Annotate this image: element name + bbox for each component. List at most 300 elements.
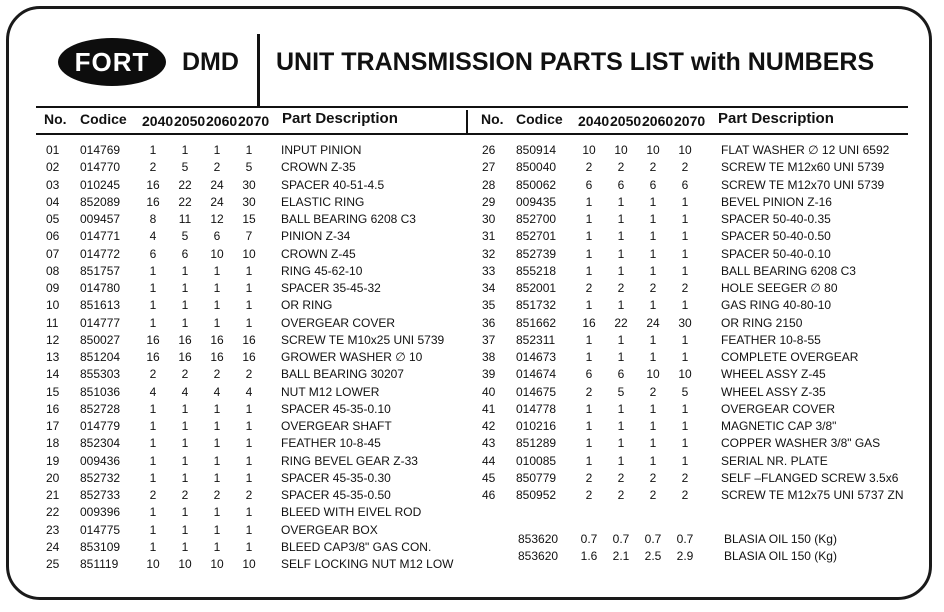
part-description: RING BEVEL GEAR Z-33 <box>281 453 418 468</box>
page-title: UNIT TRANSMISSION PARTS LIST with NUMBERS <box>276 48 875 76</box>
quantity-2070: 1 <box>681 263 689 278</box>
quantity-2040: 2 <box>585 160 593 175</box>
part-number: 15 <box>46 384 60 399</box>
quantity-2070: 1 <box>245 263 253 278</box>
part-number: 45 <box>482 470 496 485</box>
quantity-2060: 24 <box>210 177 224 192</box>
quantity-2070: 1 <box>681 229 689 244</box>
part-number: 06 <box>46 229 60 244</box>
part-code: 850952 <box>516 488 557 502</box>
part-code: 852089 <box>80 194 121 209</box>
quantity-2060: 4 <box>213 384 221 399</box>
quantity-2060: 10 <box>646 143 660 157</box>
quantity-2060: 2 <box>649 470 657 485</box>
part-code: 850027 <box>80 332 121 347</box>
part-description: SCREW TE M12x75 UNI 5737 ZN <box>721 488 904 502</box>
quantity-2070: 16 <box>242 350 256 364</box>
quantity-2050: 22 <box>614 315 628 330</box>
part-number: 23 <box>46 522 60 537</box>
quantity-2060: 1 <box>213 539 221 554</box>
part-number: 27 <box>482 160 496 175</box>
fort-logo <box>58 38 166 86</box>
quantity-2060: 12 <box>210 212 224 226</box>
quantity-2060: 1 <box>213 505 221 520</box>
quantity-2070: 2 <box>681 488 689 502</box>
part-description: SCREW TE M12x70 UNI 5739 <box>721 177 885 192</box>
col-q4-right: 2070 <box>674 113 706 129</box>
col-q4-left: 2070 <box>238 113 270 129</box>
quantity-2040: 10 <box>582 143 596 157</box>
part-number: 11 <box>46 315 59 330</box>
quantity-2070: 10 <box>242 557 256 571</box>
quantity-2060: 2 <box>213 160 221 175</box>
part-number: 26 <box>482 143 496 157</box>
quantity-2060: 10 <box>210 246 224 261</box>
part-number: 30 <box>482 212 496 226</box>
part-number: 16 <box>46 401 60 416</box>
part-number: 35 <box>482 298 496 313</box>
part-code: 010085 <box>516 453 557 468</box>
quantity-2050: 1 <box>617 350 625 364</box>
part-number: 38 <box>482 350 496 364</box>
quantity-2060: 1 <box>213 263 221 278</box>
quantity-2050: 22 <box>178 194 192 209</box>
quantity-2040: 2 <box>149 367 157 382</box>
part-code: 014674 <box>516 367 557 382</box>
quantity-2070: 2 <box>681 470 689 485</box>
quantity-2060: 1 <box>649 332 657 347</box>
quantity-2070: 1 <box>245 401 253 416</box>
quantity-2050: 22 <box>178 177 192 192</box>
part-description: WHEEL ASSY Z-45 <box>721 367 826 382</box>
quantity-2060: 1 <box>213 298 221 313</box>
quantity-2060: 6 <box>213 229 221 244</box>
quantity-2070: 1 <box>681 298 689 313</box>
part-description: FEATHER 10-8-55 <box>721 332 821 347</box>
quantity-2040: 10 <box>146 557 160 571</box>
quantity-2040: 1 <box>149 505 157 520</box>
part-description: OVERGEAR BOX <box>281 522 378 537</box>
part-code: 009436 <box>80 453 121 468</box>
quantity-2070: 1 <box>245 539 253 554</box>
quantity-2060: 10 <box>646 367 660 382</box>
part-number: 12 <box>46 332 60 347</box>
part-code: 852733 <box>80 488 121 502</box>
quantity-2060: 1 <box>649 453 657 468</box>
part-number: 14 <box>46 367 60 382</box>
part-description: BALL BEARING 6208 C3 <box>721 263 856 278</box>
part-number: 05 <box>46 212 60 226</box>
part-description: SPACER 45-35-0.10 <box>281 401 391 416</box>
col-q2-right: 2050 <box>610 113 642 129</box>
part-number: 36 <box>482 315 496 330</box>
quantity-2050: 1 <box>181 315 189 330</box>
quantity-2040: 2 <box>585 384 593 399</box>
quantity-2050: 1 <box>181 143 189 157</box>
part-number: 13 <box>46 350 60 364</box>
part-number: 33 <box>482 263 496 278</box>
quantity-2050: 4 <box>181 384 189 399</box>
part-number: 01 <box>46 143 60 157</box>
part-number: 20 <box>46 470 60 485</box>
quantity-2050: 1 <box>181 505 189 520</box>
quantity-2070: 1 <box>681 246 689 261</box>
quantity-2050: 5 <box>181 160 189 175</box>
part-description: FLAT WASHER ∅ 12 UNI 6592 <box>721 143 890 157</box>
part-code: 851204 <box>80 350 121 364</box>
quantity-2040: 0.7 <box>580 532 598 546</box>
quantity-2050: 1 <box>617 212 625 226</box>
quantity-2040: 6 <box>585 367 593 382</box>
quantity-2050: 2 <box>617 160 625 175</box>
part-number: 09 <box>46 281 60 295</box>
quantity-2040: 1 <box>149 470 157 485</box>
part-code: 853620 <box>518 549 559 563</box>
quantity-2040: 1 <box>585 298 593 313</box>
quantity-2070: 1 <box>681 453 689 468</box>
part-description: FEATHER 10-8-45 <box>281 436 381 451</box>
quantity-2070: 1 <box>245 143 253 157</box>
part-description: OVERGEAR COVER <box>281 315 396 330</box>
col-no-right: No. <box>481 111 504 127</box>
quantity-2050: 1 <box>181 539 189 554</box>
col-no-left: No. <box>44 111 67 127</box>
quantity-2050: 1 <box>617 246 625 261</box>
part-description: SPACER 50-40-0.35 <box>721 212 831 226</box>
quantity-2040: 6 <box>585 177 593 192</box>
quantity-2040: 1 <box>585 419 593 433</box>
quantity-2050: 11 <box>178 212 192 226</box>
quantity-2060: 16 <box>210 332 224 347</box>
header-rule-bottom <box>36 133 908 135</box>
part-number: 10 <box>46 298 60 313</box>
quantity-2070: 30 <box>678 315 692 330</box>
quantity-2070: 7 <box>245 229 253 244</box>
quantity-2070: 2 <box>245 488 253 502</box>
part-number: 17 <box>46 419 60 433</box>
quantity-2040: 16 <box>146 194 160 209</box>
quantity-2040: 1 <box>585 401 593 416</box>
quantity-2060: 2 <box>649 160 657 175</box>
part-code: 014769 <box>80 143 121 157</box>
quantity-2040: 1 <box>585 453 593 468</box>
quantity-2050: 10 <box>178 557 192 571</box>
part-number: 42 <box>482 419 496 433</box>
quantity-2070: 2 <box>681 160 689 175</box>
part-number: 34 <box>482 281 496 295</box>
part-code: 014775 <box>80 522 121 537</box>
quantity-2050: 6 <box>617 367 625 382</box>
quantity-2050: 6 <box>181 246 189 261</box>
part-description: INPUT PINION <box>281 143 362 157</box>
part-code: 009457 <box>80 212 121 226</box>
part-number: 37 <box>482 332 496 347</box>
part-number: 18 <box>46 436 60 451</box>
part-description: RING 45-62-10 <box>281 263 363 278</box>
part-code: 014770 <box>80 160 121 175</box>
part-description: BLASIA OIL 150 (Kg) <box>724 549 837 563</box>
quantity-2040: 1.6 <box>580 549 598 563</box>
quantity-2070: 1 <box>681 212 689 226</box>
quantity-2060: 1 <box>649 194 657 209</box>
part-code: 850779 <box>516 470 557 485</box>
quantity-2060: 10 <box>210 557 224 571</box>
quantity-2060: 6 <box>649 177 657 192</box>
part-code: 014778 <box>516 401 557 416</box>
quantity-2050: 0.7 <box>612 532 630 546</box>
part-code: 853620 <box>518 532 559 546</box>
part-code: 850040 <box>516 160 557 175</box>
part-number: 39 <box>482 367 496 382</box>
quantity-2060: 2 <box>649 281 657 295</box>
column-divider <box>466 110 468 134</box>
quantity-2040: 1 <box>585 194 593 209</box>
part-code: 850914 <box>516 143 557 157</box>
quantity-2050: 1 <box>617 263 625 278</box>
quantity-2060: 1 <box>213 419 221 433</box>
part-description: SPACER 50-40-0.10 <box>721 246 831 261</box>
part-code: 851613 <box>80 298 121 313</box>
quantity-2050: 1 <box>181 436 189 451</box>
part-number: 46 <box>482 488 496 502</box>
quantity-2050: 1 <box>617 229 625 244</box>
part-description: SPACER 50-40-0.50 <box>721 229 831 244</box>
quantity-2060: 1 <box>213 436 221 451</box>
quantity-2070: 1 <box>245 453 253 468</box>
part-description: HOLE SEEGER ∅ 80 <box>721 281 838 295</box>
part-code: 851036 <box>80 384 121 399</box>
quantity-2050: 1 <box>181 470 189 485</box>
part-code: 852732 <box>80 470 121 485</box>
quantity-2060: 1 <box>213 453 221 468</box>
col-q3-right: 2060 <box>642 113 674 129</box>
part-description: OR RING <box>281 298 333 313</box>
part-description: CROWN Z-35 <box>281 160 356 175</box>
part-code: 014777 <box>80 315 121 330</box>
part-code: 009435 <box>516 194 557 209</box>
part-code: 852739 <box>516 246 557 261</box>
part-number: 25 <box>46 557 60 571</box>
part-number: 03 <box>46 177 60 192</box>
quantity-2070: 0.7 <box>676 532 694 546</box>
quantity-2050: 16 <box>178 350 192 364</box>
part-number: 07 <box>46 246 60 261</box>
quantity-2050: 1 <box>617 419 625 433</box>
quantity-2070: 5 <box>245 160 253 175</box>
quantity-2070: 1 <box>245 470 253 485</box>
quantity-2060: 24 <box>210 194 224 209</box>
quantity-2050: 1 <box>617 401 625 416</box>
quantity-2070: 4 <box>245 384 253 399</box>
quantity-2060: 1 <box>649 419 657 433</box>
quantity-2050: 2 <box>181 367 189 382</box>
part-number: 22 <box>46 505 60 520</box>
part-description: SCREW TE M12x60 UNI 5739 <box>721 160 885 175</box>
part-description: SERIAL NR. PLATE <box>721 453 828 468</box>
quantity-2060: 2.5 <box>644 549 662 563</box>
quantity-2040: 1 <box>149 539 157 554</box>
part-description: CROWN Z-45 <box>281 246 356 261</box>
part-code: 014779 <box>80 419 121 433</box>
quantity-2040: 1 <box>149 263 157 278</box>
quantity-2070: 1 <box>681 332 689 347</box>
quantity-2070: 1 <box>245 419 253 433</box>
part-description: COMPLETE OVERGEAR <box>721 350 859 364</box>
quantity-2040: 2 <box>149 160 157 175</box>
quantity-2070: 30 <box>242 194 256 209</box>
quantity-2070: 15 <box>242 212 256 226</box>
col-code-left: Codice <box>80 111 127 127</box>
quantity-2060: 2 <box>649 488 657 502</box>
part-code: 009396 <box>80 505 121 520</box>
part-description: SELF –FLANGED SCREW 3.5x6 <box>721 470 899 485</box>
model-name: DMD <box>182 48 239 76</box>
quantity-2050: 1 <box>181 298 189 313</box>
part-number: 24 <box>46 539 60 554</box>
quantity-2060: 1 <box>213 315 221 330</box>
quantity-2060: 1 <box>213 281 221 295</box>
quantity-2040: 8 <box>149 212 157 226</box>
part-code: 851289 <box>516 436 557 451</box>
part-description: PINION Z-34 <box>281 229 351 244</box>
quantity-2070: 1 <box>245 315 253 330</box>
part-number: 29 <box>482 194 496 209</box>
quantity-2060: 1 <box>649 401 657 416</box>
quantity-2040: 1 <box>149 298 157 313</box>
part-code: 010216 <box>516 419 557 433</box>
quantity-2060: 1 <box>213 522 221 537</box>
quantity-2050: 1 <box>617 436 625 451</box>
quantity-2070: 30 <box>242 177 256 192</box>
part-description: BLEED WITH EIVEL ROD <box>281 505 422 520</box>
part-description: OVERGEAR COVER <box>721 401 836 416</box>
part-number: 28 <box>482 177 496 192</box>
part-code: 850062 <box>516 177 557 192</box>
part-description: COPPER WASHER 3/8" GAS <box>721 436 881 451</box>
col-q2-left: 2050 <box>174 113 206 129</box>
quantity-2060: 24 <box>646 315 660 330</box>
quantity-2040: 1 <box>585 212 593 226</box>
quantity-2050: 2.1 <box>612 549 630 563</box>
quantity-2040: 1 <box>585 332 593 347</box>
col-q3-left: 2060 <box>206 113 238 129</box>
quantity-2040: 4 <box>149 384 157 399</box>
part-number: 08 <box>46 263 60 278</box>
part-code: 014772 <box>80 246 121 261</box>
quantity-2060: 1 <box>649 246 657 261</box>
quantity-2050: 6 <box>617 177 625 192</box>
part-code: 014780 <box>80 281 121 295</box>
part-description: BLEED CAP3/8" GAS CON. <box>281 539 432 554</box>
part-description: WHEEL ASSY Z-35 <box>721 384 826 399</box>
quantity-2040: 1 <box>149 143 157 157</box>
part-number: 32 <box>482 246 496 261</box>
quantity-2070: 2 <box>245 367 253 382</box>
part-number: 31 <box>482 229 496 244</box>
quantity-2070: 2.9 <box>676 549 694 563</box>
part-number: 19 <box>46 453 60 468</box>
quantity-2050: 1 <box>617 298 625 313</box>
col-q1-left: 2040 <box>142 113 174 129</box>
part-description: NUT M12 LOWER <box>281 384 380 399</box>
quantity-2070: 10 <box>678 367 692 382</box>
quantity-2050: 2 <box>617 470 625 485</box>
quantity-2050: 2 <box>617 488 625 502</box>
quantity-2070: 6 <box>681 177 689 192</box>
part-number: 41 <box>482 401 496 416</box>
part-description: BALL BEARING 30207 <box>281 367 404 382</box>
quantity-2070: 1 <box>681 350 689 364</box>
quantity-2060: 2 <box>213 367 221 382</box>
quantity-2040: 16 <box>146 332 160 347</box>
quantity-2070: 10 <box>678 143 692 157</box>
part-description: OVERGEAR SHAFT <box>281 419 392 433</box>
quantity-2040: 1 <box>585 263 593 278</box>
quantity-2060: 1 <box>649 298 657 313</box>
quantity-2070: 1 <box>245 281 253 295</box>
col-q1-right: 2040 <box>578 113 610 129</box>
quantity-2040: 1 <box>585 350 593 364</box>
quantity-2050: 1 <box>181 419 189 433</box>
part-code: 852728 <box>80 401 121 416</box>
quantity-2040: 2 <box>585 281 593 295</box>
quantity-2060: 1 <box>213 470 221 485</box>
part-code: 852701 <box>516 229 557 244</box>
quantity-2050: 1 <box>181 263 189 278</box>
quantity-2040: 1 <box>149 419 157 433</box>
quantity-2060: 1 <box>213 143 221 157</box>
quantity-2070: 16 <box>242 332 256 347</box>
quantity-2040: 16 <box>146 177 160 192</box>
part-number: 40 <box>482 384 496 399</box>
quantity-2040: 1 <box>149 453 157 468</box>
part-number: 44 <box>482 453 496 468</box>
quantity-2050: 1 <box>181 453 189 468</box>
quantity-2060: 16 <box>210 350 224 364</box>
quantity-2050: 2 <box>181 488 189 502</box>
part-code: 852311 <box>516 332 556 347</box>
quantity-2060: 2 <box>213 488 221 502</box>
part-description: OR RING 2150 <box>721 315 803 330</box>
quantity-2070: 1 <box>681 401 689 416</box>
part-description: SPACER 45-35-0.50 <box>281 488 391 502</box>
quantity-2060: 1 <box>649 229 657 244</box>
part-description: MAGNETIC CAP 3/8" <box>721 419 837 433</box>
logo-text: FORT <box>74 46 150 77</box>
part-code: 851757 <box>80 263 121 278</box>
part-description: BALL BEARING 6208 C3 <box>281 212 416 226</box>
part-number: 43 <box>482 436 496 451</box>
header-rule-top <box>36 106 908 108</box>
quantity-2040: 6 <box>149 246 157 261</box>
part-description: SCREW TE M10x25 UNI 5739 <box>281 332 445 347</box>
quantity-2050: 2 <box>617 281 625 295</box>
quantity-2040: 1 <box>149 522 157 537</box>
part-description: BLASIA OIL 150 (Kg) <box>724 532 837 546</box>
part-code: 852304 <box>80 436 121 451</box>
quantity-2060: 1 <box>649 350 657 364</box>
quantity-2040: 1 <box>149 436 157 451</box>
quantity-2040: 16 <box>582 315 596 330</box>
quantity-2040: 1 <box>585 436 593 451</box>
part-code: 853109 <box>80 539 121 554</box>
part-number: 02 <box>46 160 60 175</box>
quantity-2050: 1 <box>181 281 189 295</box>
quantity-2050: 10 <box>614 143 628 157</box>
quantity-2060: 0.7 <box>644 532 662 546</box>
part-description: SPACER 45-35-0.30 <box>281 470 391 485</box>
part-code: 851662 <box>516 315 557 330</box>
